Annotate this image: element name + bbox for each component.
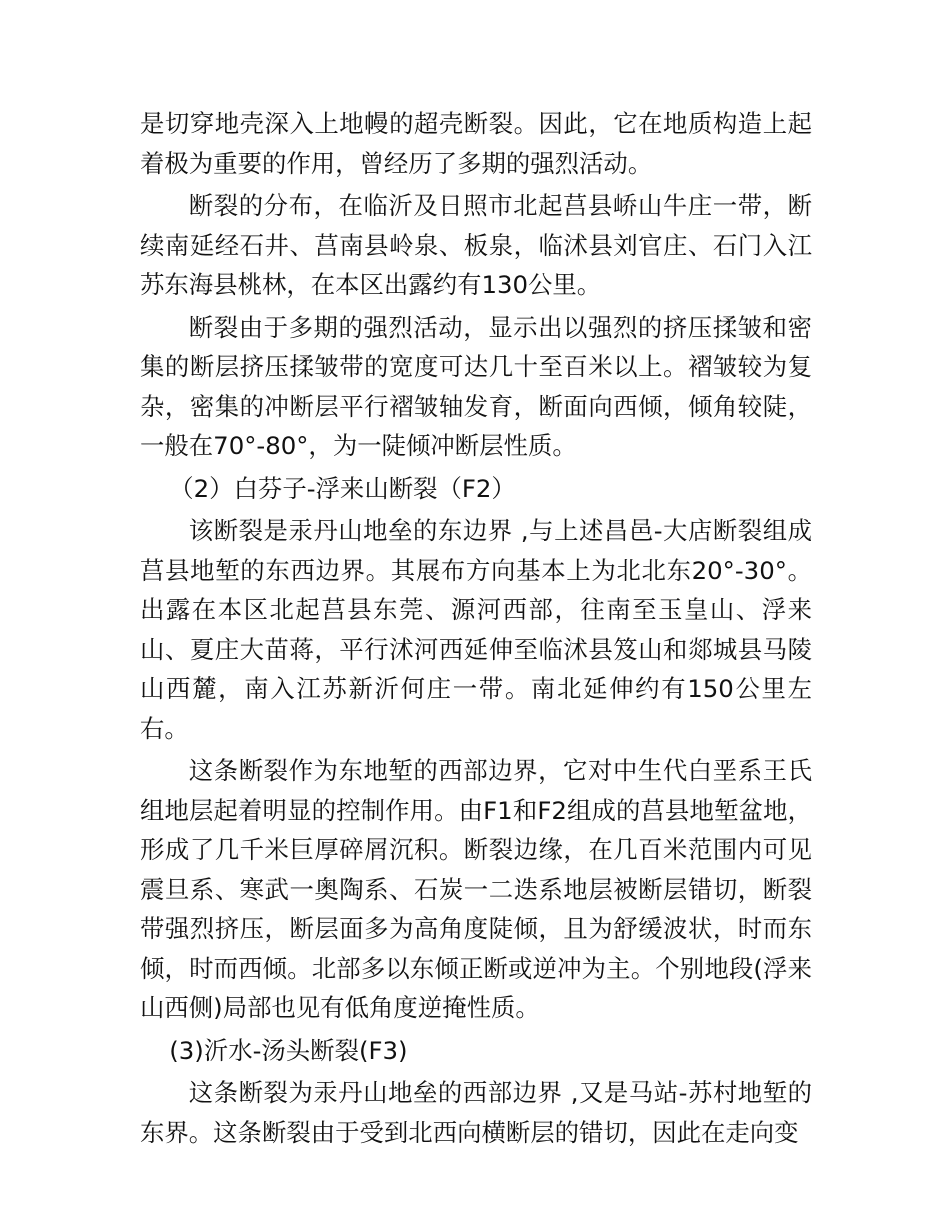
section-heading-f3: (3)沂水-汤头断裂(F3) — [169, 1035, 408, 1065]
paragraph-f2-boundary: 该断裂是汞丹山地垒的东边界 ,与上述昌邑-大店断裂组成莒县地堑的东西边界。其展布方向基本上为北北东20°-30°。出露在本区北起莒县东莞、源河西部，往南至玉皇山、浮来山、夏庄大苗蒋，平行沭河西延伸至临沭县笈山和郯城县马陵山西麓，南入江苏新沂何庄一带。南北延伸约有150公里左右。 — [140, 516, 812, 743]
paragraph-f3-boundary: 这条断裂为汞丹山地垒的西部边界 ,又是马站-苏村地堑的东界。这条断裂由于受到北西向横断层的错切，因此在走向变 — [140, 1078, 812, 1147]
paragraph-f2-control: 这条断裂作为东地堑的西部边界，它对中生代白垩系王氏组地层起着明显的控制作用。由F1和F2组成的莒县地堑盆地，形成了几千米巨厚碎屑沉积。断裂边缘，在几百米范围内可见震旦系、寒武一奥陶系、石炭一二迭系地层被断层错切，断裂带强烈挤压，断层面多为高角度陡倾，且为舒缓波状，时而东倾，时而西倾。北部多以东倾正断或逆冲为主。个别地段(浮来山西侧)局部也见有低角度逆掩性质。 — [140, 756, 812, 1022]
paragraph-fault-activity: 断裂由于多期的强烈活动，显示出以强烈的挤压揉皱和密集的断层挤压揉皱带的宽度可达几十至百米以上。褶皱较为复杂，密集的冲断层平行褶皱轴发育，断面向西倾，倾角较陡，一般在70°-80°，为一陡倾冲断层性质。 — [140, 312, 812, 460]
section-heading-f2: （2）白芬子-浮来山断裂（F2） — [169, 473, 516, 503]
paragraph-continuation: 是切穿地壳深入上地幔的超壳断裂。因此，它在地质构造上起着极为重要的作用，曾经历了多期的强烈活动。 — [140, 109, 812, 178]
document-body — [140, 104, 812, 1155]
paragraph-fault-distribution: 断裂的分布，在临沂及日照市北起莒县峤山牛庄一带，断续南延经石井、莒南县岭泉、板泉，临沭县刘官庄、石门入江苏东海县桃林，在本区出露约有130公里。 — [140, 191, 812, 299]
